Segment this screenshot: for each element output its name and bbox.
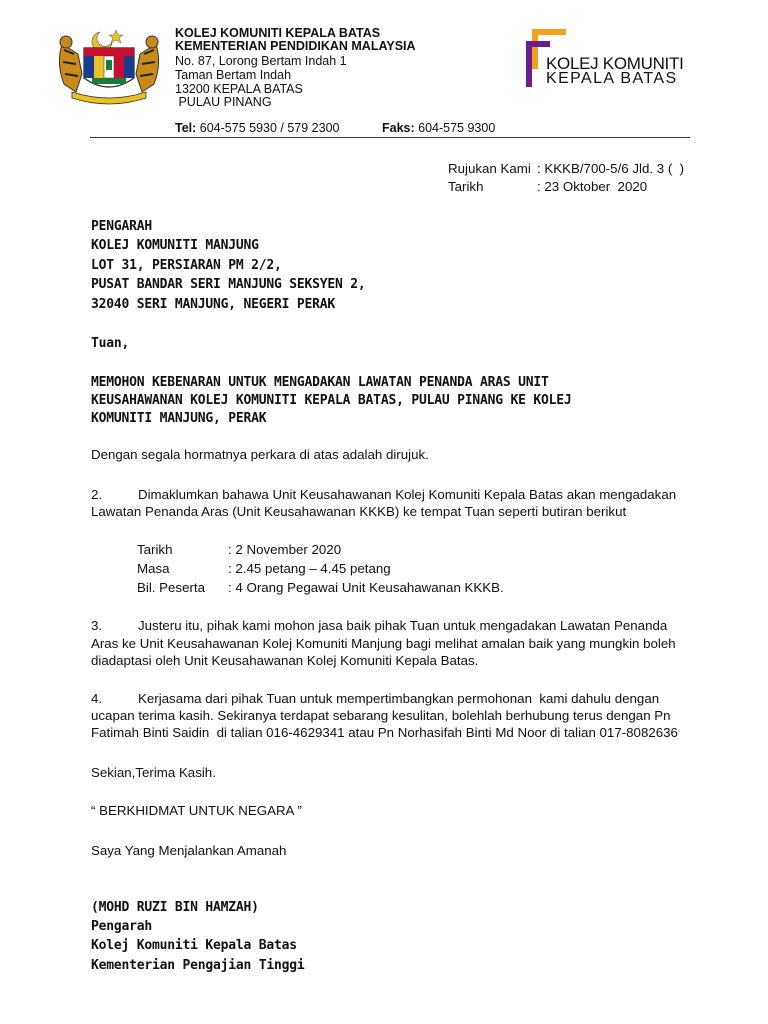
- malaysia-coat-of-arms-icon: [54, 24, 164, 106]
- signatory-ministry: Kementerian Pengajian Tinggi: [91, 958, 305, 973]
- telephone: [175, 121, 339, 135]
- detail-value-date: : 2 November 2020: [228, 542, 342, 557]
- subject-line-2: KEUSAHAWANAN KOLEJ KOMUNITI KEPALA BATAS, PULAU PINANG KE KOLEJ: [91, 393, 572, 408]
- telephone-label: Tel:: [175, 121, 197, 135]
- closing: Sekian,Terima Kasih.: [91, 765, 216, 780]
- letterhead-divider: [90, 137, 690, 138]
- recipient-line-4: PUSAT BANDAR SERI MANJUNG SEKSYEN 2,: [91, 277, 366, 292]
- subject-line-1: MEMOHON KEBENARAN UNTUK MENGADAKAN LAWATAN PENANDA ARAS UNIT: [91, 375, 549, 390]
- date-value: : 23 Oktober 2020: [537, 179, 648, 194]
- address-line-3: 13200 KEPALA BATAS: [175, 82, 303, 96]
- para4-line-2: ucapan terima kasih. Sekiranya terdapat sebarang kesulitan, bolehlah berhubung terus dengan Pn: [91, 708, 671, 723]
- para4-line-1: Kerjasama dari pihak Tuan untuk mempertimbangkan permohonan kami dahulu dengan: [138, 691, 660, 706]
- detail-value-time: : 2.45 petang – 4.45 petang: [228, 561, 391, 576]
- trust-statement: Saya Yang Menjalankan Amanah: [91, 843, 287, 858]
- address-line-2: Taman Bertam Indah: [175, 68, 292, 82]
- recipient-line-2: KOLEJ KOMUNITI MANJUNG: [91, 238, 259, 253]
- para3-line-1: Justeru itu, pihak kami mohon jasa baik pihak Tuan untuk mengadakan Lawatan Penanda: [138, 618, 668, 633]
- para3-line-3: diadaptasi oleh Unit Keusahawanan Kolej Komuniti Kepala Batas.: [91, 653, 479, 668]
- para2-line-2: Lawatan Penanda Aras (Unit Keusahawanan KKKB) ke tempat Tuan seperti butiran berikut: [91, 504, 627, 519]
- date-label: Tarikh: [448, 179, 484, 194]
- address-line-4: PULAU PINANG: [175, 95, 272, 109]
- fax: [382, 121, 495, 135]
- telephone-value: 604-575 5930 / 579 2300: [196, 121, 340, 135]
- signatory-name: (MOHD RUZI BIN HAMZAH): [91, 900, 259, 915]
- recipient-line-5: 32040 SERI MANJUNG, NEGERI PERAK: [91, 297, 336, 312]
- recipient-line-1: PENGARAH: [91, 219, 153, 234]
- para4-line-3: Fatimah Binti Saidin di talian 016-4629341 atau Pn Norhasifah Binti Md Noor di talian 017-8082636: [91, 725, 678, 740]
- detail-label-participants: Bil. Peserta: [137, 580, 205, 595]
- detail-label-date: Tarikh: [137, 542, 173, 557]
- signatory-institution: Kolej Komuniti Kepala Batas: [91, 938, 297, 953]
- para2-line-1: Dimaklumkan bahawa Unit Keusahawanan Kolej Komuniti Kepala Batas akan mengadakan: [138, 487, 677, 502]
- reference-label: Rujukan Kami: [448, 161, 531, 176]
- ministry-name: KEMENTERIAN PENDIDIKAN MALAYSIA: [175, 39, 416, 53]
- institution-name: KOLEJ KOMUNITI KEPALA BATAS: [175, 26, 381, 40]
- opening-sentence: Dengan segala hormatnya perkara di atas adalah dirujuk.: [91, 447, 429, 462]
- para2-number: 2.: [91, 487, 103, 502]
- signatory-title: Pengarah: [91, 919, 153, 934]
- subject-line-3: KOMUNITI MANJUNG, PERAK: [91, 411, 267, 426]
- fax-label: Faks:: [382, 121, 415, 135]
- detail-label-time: Masa: [137, 561, 170, 576]
- salutation: Tuan,: [91, 336, 130, 351]
- para3-number: 3.: [91, 618, 103, 633]
- detail-value-participants: : 4 Orang Pegawai Unit Keusahawanan KKKB.: [228, 580, 504, 595]
- reference-value: : KKKB/700-5/6 Jld. 3 ( ): [537, 161, 685, 176]
- para4-number: 4.: [91, 691, 103, 706]
- logo-line-2: KEPALA BATAS: [546, 70, 678, 87]
- logo-line-1: KOLEJ KOMUNITI: [546, 54, 684, 73]
- motto: “ BERKHIDMAT UNTUK NEGARA ”: [91, 803, 302, 818]
- address-line-1: No. 87, Lorong Bertam Indah 1: [175, 54, 347, 68]
- fax-value: 604-575 9300: [414, 121, 496, 135]
- para3-line-2: Aras ke Unit Keusahawanan Kolej Komuniti Manjung bagi melihat amalan baik yang mungkin boleh: [91, 636, 676, 651]
- recipient-line-3: LOT 31, PERSIARAN PM 2/2,: [91, 258, 282, 273]
